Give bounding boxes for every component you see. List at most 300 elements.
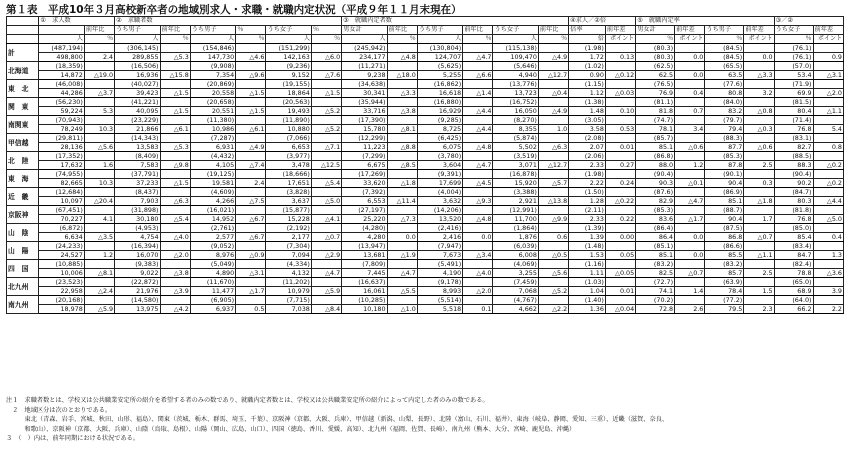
unit-cell: ％ (160, 35, 190, 44)
prev-year-cell (605, 80, 635, 89)
prev-year-cell (538, 188, 568, 197)
prev-year-cell: (85.3) (705, 152, 744, 161)
value-cell: △0.22 (605, 197, 635, 206)
prev-year-cell: (3.05) (569, 116, 606, 125)
unit-cell: ％ (387, 35, 417, 44)
value-cell: △2.0 (160, 251, 190, 260)
value-cell: 6,937 (190, 305, 235, 314)
value-cell: 7,673 (417, 251, 462, 260)
prev-year-cell: (2.06) (569, 152, 606, 161)
value-cell: 1.4 (675, 287, 705, 296)
value-cell: 90.2 (774, 179, 813, 188)
value-cell: 109,470 (493, 53, 538, 62)
prev-year-cell: (16,021) (190, 206, 235, 215)
value-cell: △11.4 (387, 197, 417, 206)
value-cell: 4,266 (190, 197, 235, 206)
prev-year-cell (311, 170, 341, 179)
prev-year-cell: (11,670) (190, 278, 235, 287)
footnote: ２ 地域区分は次のとおりである。 (6, 406, 112, 414)
prev-year-cell (84, 152, 114, 161)
value-cell: 0.10 (605, 107, 635, 116)
prev-year-cell: (3,977) (266, 152, 311, 161)
value-cell: △13.8 (538, 197, 568, 206)
value-cell: △0.1 (675, 179, 705, 188)
value-cell: 1.3 (813, 251, 843, 260)
prev-year-cell (160, 278, 190, 287)
value-cell: △0.05 (605, 269, 635, 278)
value-cell: △5.0 (813, 215, 843, 224)
prev-year-cell: (77.2) (705, 296, 744, 305)
value-cell: 17,651 (266, 179, 311, 188)
prev-year-cell (387, 188, 417, 197)
value-cell: 83.2 (705, 107, 744, 116)
value-cell: 2.22 (569, 179, 606, 188)
prev-year-cell: (76.1) (774, 44, 813, 53)
prev-year-cell: (4,004) (417, 188, 462, 197)
prev-year-cell (744, 278, 774, 287)
prev-year-cell: (12,991) (493, 206, 538, 215)
value-cell: 7,445 (342, 269, 387, 278)
value-cell: △5.6 (538, 269, 568, 278)
value-cell: 0.0 (744, 53, 774, 62)
value-cell: 8,355 (493, 125, 538, 134)
prev-year-cell: (7,392) (342, 188, 387, 197)
prev-year-cell: (81.8) (774, 206, 813, 215)
prev-year-cell (813, 98, 843, 107)
footnote: 和歌山）、京阪神（京都、大阪、兵庫）、山陰（鳥取、島根）、山陽（岡山、広島、山口）、四国（徳島、香川、愛媛、高知）、北九州（福岡、佐賀、長崎）、南九州（熊本、大分、宮崎、鹿児島、沖縄） (6, 425, 576, 433)
prev-year-cell: (5,625) (417, 62, 462, 71)
prev-year-cell (463, 188, 493, 197)
prev-year-cell (387, 116, 417, 125)
region-label: 山 陰 (7, 224, 39, 242)
prev-year-cell (744, 80, 774, 89)
prev-year-cell: (9,178) (417, 278, 462, 287)
value-cell: △0.7 (744, 233, 774, 242)
prev-year-cell: (40,027) (115, 80, 160, 89)
value-cell: 1.39 (569, 233, 606, 242)
value-cell: 90.4 (705, 215, 744, 224)
prev-year-cell (675, 242, 705, 251)
value-cell: 3.2 (744, 89, 774, 98)
prev-year-cell (744, 134, 774, 143)
value-cell: 3,637 (266, 197, 311, 206)
value-cell: △4.8 (463, 143, 493, 152)
value-cell: 80.3 (774, 197, 813, 206)
region-label: 北 陸 (7, 152, 39, 170)
table-row (7, 134, 844, 143)
value-cell: △4.5 (463, 179, 493, 188)
value-cell: △4.9 (236, 143, 266, 152)
value-cell: △9.3 (463, 197, 493, 206)
value-cell: △5.5 (387, 287, 417, 296)
value-cell: 5,255 (417, 71, 462, 80)
value-cell: 78.1 (636, 125, 675, 134)
column-header: 前年差 (675, 26, 705, 35)
value-cell: 498,800 (39, 53, 84, 62)
value-cell: △1.9 (387, 251, 417, 260)
value-cell: △6.7 (236, 233, 266, 242)
unit-cell: 人 (115, 35, 160, 44)
value-cell: △4.8 (463, 215, 493, 224)
table-row (7, 260, 844, 269)
value-cell: 289,855 (115, 53, 160, 62)
unit-cell: ％ (311, 35, 341, 44)
column-header: ％ (236, 26, 266, 35)
prev-year-cell: (16,862) (417, 80, 462, 89)
prev-year-cell (160, 170, 190, 179)
value-cell: 1.53 (569, 251, 606, 260)
value-cell: △4.7 (311, 269, 341, 278)
value-cell: △5.3 (160, 53, 190, 62)
group-header: ① 求人数 (39, 17, 115, 26)
prev-year-cell: (151,299) (266, 44, 311, 53)
value-cell: 82,665 (39, 179, 84, 188)
value-cell: 15,920 (493, 179, 538, 188)
table-row (7, 305, 844, 314)
prev-year-cell: (71.9) (774, 80, 813, 89)
value-cell: 20,558 (190, 89, 235, 98)
prev-year-cell: (71.4) (774, 116, 813, 125)
prev-year-cell (84, 206, 114, 215)
value-cell: △0.3 (744, 125, 774, 134)
table-row (7, 170, 844, 179)
table-row (7, 287, 844, 296)
value-cell: △0.4 (538, 89, 568, 98)
unit-cell: ％ (84, 35, 114, 44)
value-cell: 78,249 (39, 125, 84, 134)
value-cell: △4.4 (813, 197, 843, 206)
prev-year-cell (538, 242, 568, 251)
prev-year-cell: (18,666) (266, 170, 311, 179)
prev-year-cell: (74.7) (636, 116, 675, 125)
page-title: 第１表 平成10年３月高校新卒者の地域別求人・求職・就職内定状況（平成９年１１月末現在） (6, 4, 462, 16)
value-cell: △6.1 (236, 125, 266, 134)
prev-year-cell (236, 116, 266, 125)
value-cell: 63.5 (705, 71, 744, 80)
value-cell: 1.12 (569, 89, 606, 98)
value-cell: 2.4 (236, 179, 266, 188)
prev-year-cell (538, 80, 568, 89)
prev-year-cell (675, 296, 705, 305)
value-cell: 15,780 (342, 125, 387, 134)
prev-year-cell (84, 278, 114, 287)
value-cell: 16,936 (115, 71, 160, 80)
value-cell: 4,105 (190, 161, 235, 170)
prev-year-cell: (17,352) (39, 152, 84, 161)
value-cell: 1.04 (569, 287, 606, 296)
prev-year-cell (236, 62, 266, 71)
value-cell: △1.4 (463, 89, 493, 98)
value-cell: 78.4 (705, 287, 744, 296)
value-cell: 1.0 (538, 125, 568, 134)
value-cell: △20.4 (84, 197, 114, 206)
table-row (7, 224, 844, 233)
prev-year-cell (311, 80, 341, 89)
footnotes (6, 396, 846, 444)
value-cell: 4,190 (417, 269, 462, 278)
table-row (7, 125, 844, 134)
prev-year-cell (675, 116, 705, 125)
prev-year-cell: (13,776) (493, 80, 538, 89)
value-cell: 2.4 (84, 53, 114, 62)
prev-year-cell: (1.02) (569, 62, 606, 71)
prev-year-cell (744, 188, 774, 197)
prev-year-cell: (4,280) (342, 224, 387, 233)
value-cell: △4.9 (538, 107, 568, 116)
prev-year-cell (538, 170, 568, 179)
value-cell: 44,286 (39, 89, 84, 98)
prev-year-cell: (9,052) (190, 242, 235, 251)
prev-year-cell: (90.1) (705, 170, 744, 179)
header-blank (39, 26, 84, 35)
value-cell: 14,952 (190, 215, 235, 224)
prev-year-cell: (63.9) (705, 278, 744, 287)
prev-year-cell: (6,425) (417, 134, 462, 143)
value-cell: 2,921 (493, 197, 538, 206)
prev-year-cell: (87.6) (636, 188, 675, 197)
prev-year-cell (538, 134, 568, 143)
prev-year-cell (236, 188, 266, 197)
prev-year-cell (311, 44, 341, 53)
value-cell: 17,699 (417, 179, 462, 188)
column-header: 前年差 (744, 26, 774, 35)
prev-year-cell: (83.2) (705, 260, 744, 269)
prev-year-cell (813, 278, 843, 287)
unit-cell: 人 (190, 35, 235, 44)
value-cell: 4,280 (342, 233, 387, 242)
prev-year-cell (236, 224, 266, 233)
value-cell: 21,976 (115, 287, 160, 296)
prev-year-cell: (16,506) (115, 62, 160, 71)
prev-year-cell (311, 278, 341, 287)
value-cell: 2.5 (744, 269, 774, 278)
column-header: うち女子 (493, 26, 538, 35)
value-cell: △3.7 (84, 89, 114, 98)
prev-year-cell: (115,138) (493, 44, 538, 53)
prev-year-cell: (8,409) (115, 152, 160, 161)
prev-year-cell (387, 80, 417, 89)
prev-year-cell: (29,811) (39, 134, 84, 143)
prev-year-cell (813, 296, 843, 305)
value-cell: △6.0 (311, 53, 341, 62)
value-cell: △4.1 (311, 215, 341, 224)
prev-year-cell: (46,008) (39, 80, 84, 89)
value-cell: 53.4 (774, 71, 813, 80)
value-cell: 0.0 (675, 251, 705, 260)
prev-year-cell (387, 134, 417, 143)
group-header: ③／② (774, 17, 843, 26)
prev-year-cell: (74,955) (39, 170, 84, 179)
prev-year-cell (387, 260, 417, 269)
value-cell: 0.6 (538, 233, 568, 242)
prev-year-cell: (80.3) (636, 44, 675, 53)
value-cell: △5.7 (538, 179, 568, 188)
value-cell: 10,180 (342, 305, 387, 314)
prev-year-cell (387, 242, 417, 251)
column-header: 前年比 (160, 26, 190, 35)
prev-year-cell (744, 152, 774, 161)
value-cell: 0.1 (463, 305, 493, 314)
value-cell: △3.9 (160, 287, 190, 296)
prev-year-cell (813, 188, 843, 197)
prev-year-cell (605, 116, 635, 125)
prev-year-cell: (5,514) (417, 296, 462, 305)
table-row (7, 71, 844, 80)
value-cell: 39,423 (115, 89, 160, 98)
value-cell: 2,577 (190, 233, 235, 242)
region-label: 関 東 (7, 98, 39, 116)
value-cell: △6.1 (160, 125, 190, 134)
column-header: 男女計 (342, 26, 387, 35)
prev-year-cell (311, 152, 341, 161)
prev-year-cell (605, 152, 635, 161)
value-cell: 10.3 (84, 179, 114, 188)
prev-year-cell: (65.0) (774, 278, 813, 287)
value-cell: 2,416 (417, 233, 462, 242)
value-cell: 86.8 (705, 233, 744, 242)
value-cell: 13,520 (417, 215, 462, 224)
prev-year-cell (387, 206, 417, 215)
prev-year-cell: (82.4) (774, 260, 813, 269)
prev-year-cell (813, 224, 843, 233)
prev-year-cell (675, 260, 705, 269)
value-cell: 13,583 (115, 143, 160, 152)
value-cell: 4,890 (190, 269, 235, 278)
value-cell: 0.4 (813, 233, 843, 242)
prev-year-cell (605, 170, 635, 179)
table-row (7, 179, 844, 188)
prev-year-cell (387, 278, 417, 287)
value-cell: △2.0 (813, 89, 843, 98)
table-row (7, 197, 844, 206)
prev-year-cell: (22,872) (115, 278, 160, 287)
value-cell: 124,707 (417, 53, 462, 62)
prev-year-cell: (154,846) (190, 44, 235, 53)
region-label: 近 畿 (7, 188, 39, 206)
prev-year-cell (538, 206, 568, 215)
value-cell: 2.33 (569, 215, 606, 224)
value-cell: 1,876 (493, 233, 538, 242)
prev-year-cell: (16,637) (342, 278, 387, 287)
value-cell: 10,986 (190, 125, 235, 134)
value-cell: △0.2 (813, 179, 843, 188)
value-cell: 68.9 (774, 287, 813, 296)
region-label: 北九州 (7, 278, 39, 296)
value-cell: 3,604 (417, 161, 462, 170)
prev-year-cell: (90.4) (774, 170, 813, 179)
table-row (7, 98, 844, 107)
value-cell: △5.2 (538, 287, 568, 296)
value-cell: 10,097 (39, 197, 84, 206)
table-row (7, 215, 844, 224)
value-cell: 88.3 (774, 161, 813, 170)
column-header: うち男子 (115, 26, 160, 35)
prev-year-cell (463, 44, 493, 53)
value-cell: 85.1 (705, 197, 744, 206)
value-cell: 2.07 (569, 143, 606, 152)
prev-year-cell: (8,437) (115, 188, 160, 197)
prev-year-cell: (9,285) (417, 116, 462, 125)
value-cell: 72.8 (636, 305, 675, 314)
prev-year-cell: (15,877) (266, 206, 311, 215)
prev-year-cell: (5,874) (493, 134, 538, 143)
prev-year-cell: (10,885) (39, 260, 84, 269)
region-label: 東 北 (7, 80, 39, 98)
value-cell: 82.5 (636, 269, 675, 278)
prev-year-cell (538, 152, 568, 161)
value-cell: 0.53 (605, 125, 635, 134)
value-cell: 6,931 (190, 143, 235, 152)
value-cell: △0.9 (236, 251, 266, 260)
prev-year-cell: (56,230) (39, 98, 84, 107)
value-cell: △2.0 (463, 287, 493, 296)
value-cell: 33,620 (342, 179, 387, 188)
value-cell: 0.4 (675, 89, 705, 98)
value-cell: 37,233 (115, 179, 160, 188)
prev-year-cell: (65.5) (705, 62, 744, 71)
region-label: 四 国 (7, 260, 39, 278)
value-cell: 0.13 (605, 53, 635, 62)
value-cell: 10,979 (266, 287, 311, 296)
value-cell: △3.8 (160, 269, 190, 278)
value-cell: △12.7 (538, 161, 568, 170)
value-cell: 7,038 (266, 305, 311, 314)
prev-year-cell: (35,944) (342, 98, 387, 107)
prev-year-cell (387, 152, 417, 161)
prev-year-cell (311, 116, 341, 125)
value-cell: △2.2 (538, 305, 568, 314)
prev-year-cell (675, 62, 705, 71)
prev-year-cell: (1.39) (569, 224, 606, 233)
value-cell: △0.2 (813, 161, 843, 170)
region-label: 京阪神 (7, 206, 39, 224)
prev-year-cell: (81.1) (636, 98, 675, 107)
value-cell: △6.7 (236, 215, 266, 224)
prev-year-cell: (70,943) (39, 116, 84, 125)
unit-cell: 倍 (569, 35, 606, 44)
value-cell: △1.5 (160, 89, 190, 98)
value-cell: 70,227 (39, 215, 84, 224)
value-cell: △4.0 (463, 269, 493, 278)
value-cell: △5.3 (160, 143, 190, 152)
unit-cell: 人 (266, 35, 311, 44)
prev-year-cell (463, 80, 493, 89)
value-cell: 85.1 (636, 143, 675, 152)
value-cell: △1.5 (311, 89, 341, 98)
region-label: 北海道 (7, 62, 39, 80)
prev-year-cell (463, 260, 493, 269)
value-cell: △4.4 (463, 107, 493, 116)
value-cell: △4.6 (236, 53, 266, 62)
value-cell: △4.7 (463, 161, 493, 170)
value-cell: 62.5 (636, 71, 675, 80)
prev-year-cell: (86.4) (636, 224, 675, 233)
footnote: 注１ 求職者数とは、学校又は公共職業安定所の紹介を希望する者のみの数であり、就職内定者数とは、学校又は公共職業安定所の紹介によって内定した者のみの数である。 (6, 397, 489, 404)
prev-year-cell (813, 170, 843, 179)
value-cell: 87.7 (705, 143, 744, 152)
value-cell: 0.24 (605, 179, 635, 188)
prev-year-cell (744, 260, 774, 269)
value-cell: △0.6 (744, 143, 774, 152)
prev-year-cell: (1.48) (569, 242, 606, 251)
prev-year-cell (605, 260, 635, 269)
value-cell: 33,716 (342, 107, 387, 116)
value-cell: (80.3) (636, 53, 675, 62)
value-cell: △0.7 (311, 233, 341, 242)
value-cell: 234,177 (342, 53, 387, 62)
prev-year-cell: (3,828) (266, 188, 311, 197)
value-cell: 10,006 (39, 269, 84, 278)
